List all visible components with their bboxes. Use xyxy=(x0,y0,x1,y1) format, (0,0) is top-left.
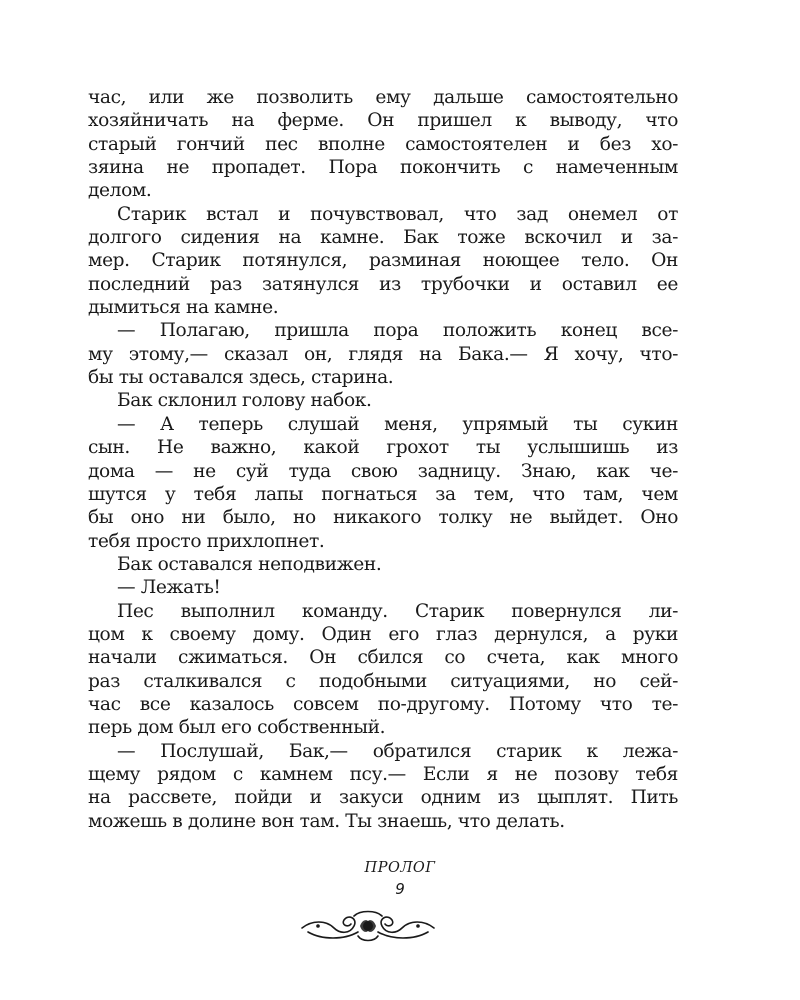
text-line: Бак склонил голову набок. xyxy=(117,390,372,412)
text-line: — Послушай, Бак,— обратился старик к лежа- xyxy=(117,740,678,762)
text-line: Пес выполнил команду. Старик повернулся ли- xyxy=(117,600,678,622)
text-line: — Полагаю, пришла пора положить конец все- xyxy=(117,320,678,342)
text-line: дома — не суй туда свою задницу. Знаю, как че- xyxy=(88,460,678,482)
text-line: му этому,— сказал он, глядя на Бака.— Я хочу, что- xyxy=(88,343,678,365)
text-line: бы ты оставался здесь, старина. xyxy=(88,367,394,389)
text-line: Бак оставался неподвижен. xyxy=(117,553,382,575)
text-line: цом к своему дому. Один его глаз дернулся, а руки xyxy=(88,623,678,645)
body-text xyxy=(88,86,678,833)
text-line: щему рядом с камнем псу.— Если я не позову тебя xyxy=(88,763,678,785)
page-footer xyxy=(0,858,800,899)
text-line: можешь в долине вон там. Ты знаешь, что делать. xyxy=(88,810,565,832)
text-line: — Лежать! xyxy=(117,577,221,599)
text-line: мер. Старик потянулся, разминая ноющее тело. Он xyxy=(88,250,678,272)
text-line: час все казалось совсем по-другому. Потому что те- xyxy=(88,693,678,715)
text-line: раз сталкивался с подобными ситуациями, но сей- xyxy=(88,670,678,692)
text-line: на рассвете, пойди и закуси одним из цыплят. Пить xyxy=(88,787,678,809)
page-number: 9 xyxy=(395,880,405,898)
text-line: долгого сидения на камне. Бак тоже вскочил и за- xyxy=(88,227,678,249)
text-line: сын. Не важно, какой грохот ты услышишь из xyxy=(88,437,678,459)
text-line: начали сжиматься. Он сбился со счета, как много xyxy=(88,647,678,669)
text-line: Старик встал и почувствовал, что зад онемел от xyxy=(117,203,678,225)
text-line: — А теперь слушай меня, упрямый ты сукин xyxy=(117,413,678,435)
text-line: час, или же позволить ему дальше самостоятельно xyxy=(88,87,678,108)
text-line: старый гончий пес вполне самостоятелен и без хо- xyxy=(88,133,678,155)
running-head: ПРОЛОГ xyxy=(364,860,436,876)
flourish-ornament-icon xyxy=(298,906,438,946)
text-line: зяина не пропадет. Пора покончить с намеченным xyxy=(88,157,678,179)
text-line: последний раз затянулся из трубочки и оставил ее xyxy=(88,273,678,295)
text-line: шутся у тебя лапы погнаться за тем, что там, чем xyxy=(88,483,678,505)
text-line: тебя просто прихлопнет. xyxy=(88,530,325,552)
text-line: хозяйничать на ферме. Он пришел к выводу, что xyxy=(88,110,678,132)
text-line: перь дом был его собственный. xyxy=(88,717,386,739)
text-line: дымиться на камне. xyxy=(88,297,279,319)
text-line: делом. xyxy=(88,180,152,202)
text-line: бы оно ни было, но никакого толку не выйдет. Оно xyxy=(88,507,678,529)
